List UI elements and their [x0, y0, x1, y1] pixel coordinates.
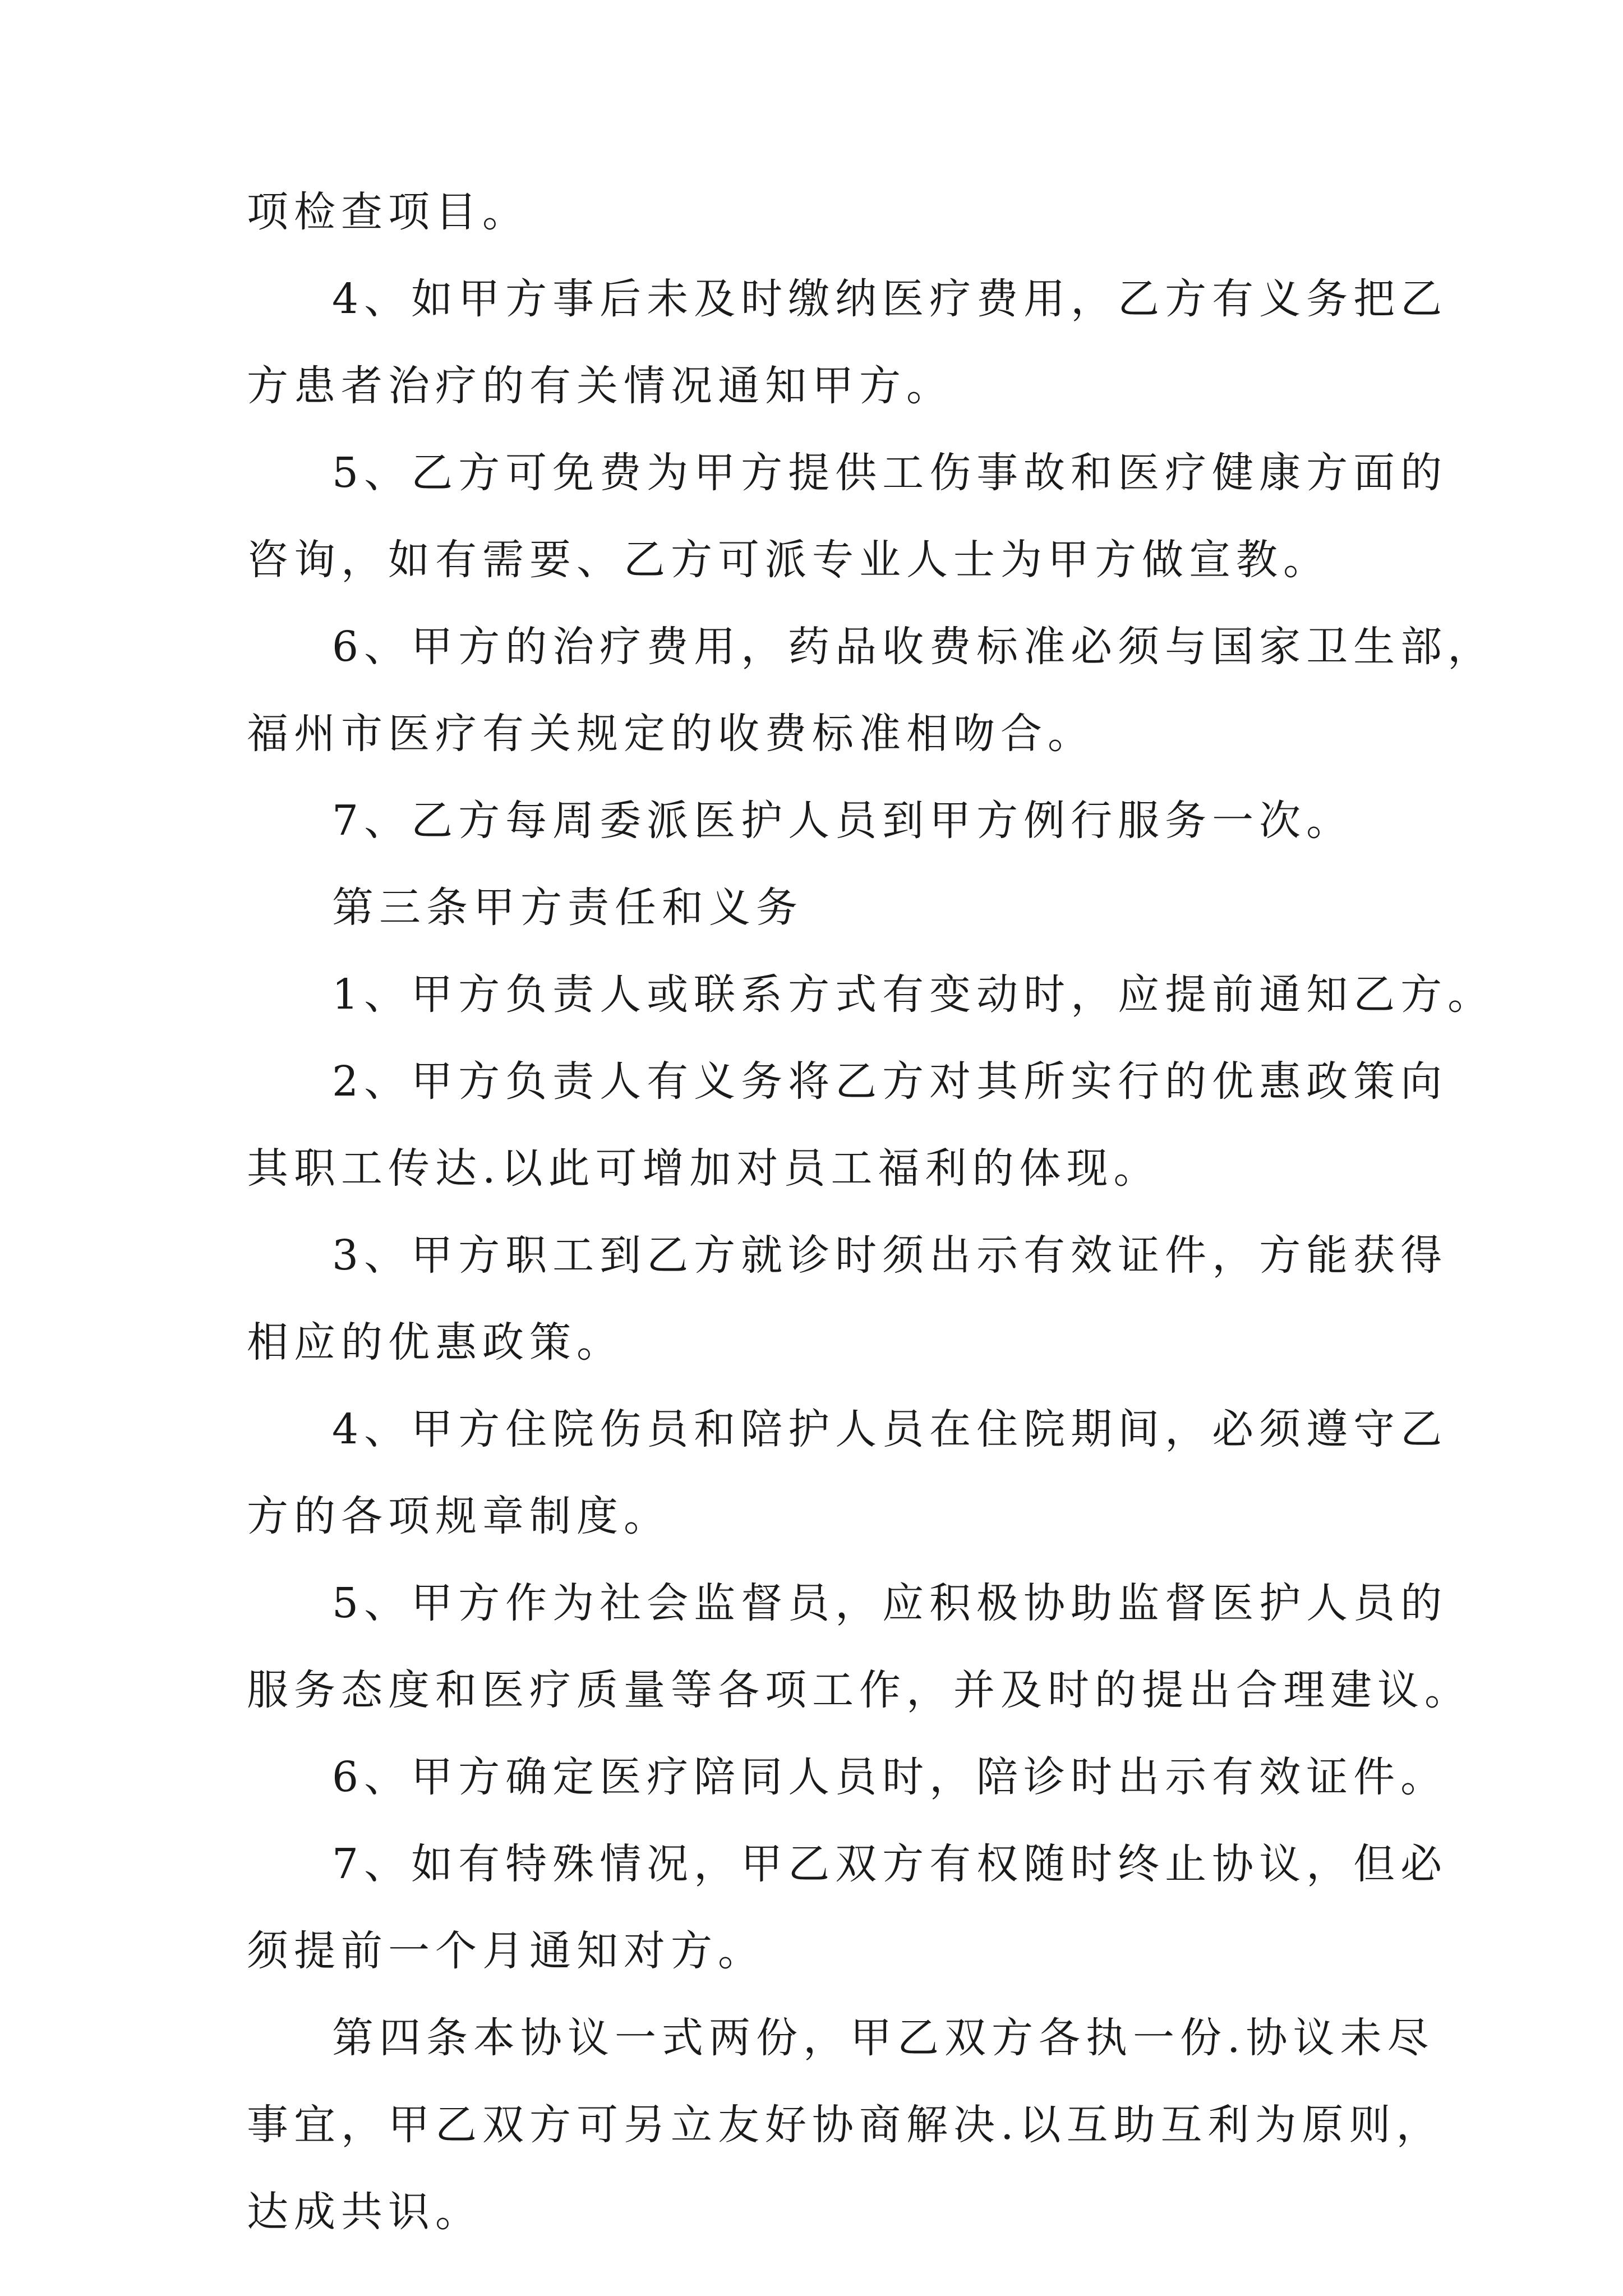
text-line: 相应的优惠政策。: [247, 1318, 624, 1366]
text-line: 3、甲方职工到乙方就诊时须出示有效证件，方能获得: [332, 1231, 1448, 1280]
text-line: 7、如有特殊情况，甲乙双方有权随时终止协议，但必: [332, 1840, 1448, 1888]
text-line: 须提前一个月通知对方。: [247, 1927, 765, 1975]
text-line: 达成共识。: [247, 2188, 482, 2236]
text-line: 方患者治疗的有关情况通知甲方。: [247, 362, 953, 410]
text-line: 方的各项规章制度。: [247, 1492, 671, 1540]
text-line: 5、乙方可免费为甲方提供工伤事故和医疗健康方面的: [332, 449, 1448, 497]
text-line: 5、甲方作为社会监督员，应积极协助监督医护人员的: [332, 1579, 1448, 1627]
section-heading: 第三条甲方责任和义务: [332, 884, 803, 932]
text-line: 4、如甲方事后未及时缴纳医疗费用，乙方有义务把乙: [332, 275, 1448, 323]
text-line: 其职工传达.以此可增加对员工福利的体现。: [247, 1144, 1161, 1193]
document-body: [247, 188, 1495, 2277]
text-line: 项检查项目。: [247, 188, 529, 236]
text-line: 2、甲方负责人有义务将乙方对其所实行的优惠政策向: [332, 1057, 1448, 1106]
text-line: 服务态度和医疗质量等各项工作，并及时的提出合理建议。: [247, 1666, 1472, 1714]
text-line: 事宜，甲乙双方可另立友好协商解决.以互助互利为原则，: [247, 2101, 1444, 2149]
section-heading: 第四条本协议一式两份，甲乙双方各执一份.协议未尽: [332, 2014, 1435, 2062]
text-line: 7、乙方每周委派医护人员到甲方例行服务一次。: [332, 797, 1354, 845]
text-line: 福州市医疗有关规定的收费标准相吻合。: [247, 710, 1095, 758]
text-line: 4、甲方住院伤员和陪护人员在住院期间，必须遵守乙: [332, 1405, 1448, 1453]
text-line: 6、甲方确定医疗陪同人员时，陪诊时出示有效证件。: [332, 1753, 1448, 1801]
text-line: 咨询，如有需要、乙方可派专业人士为甲方做宣教。: [247, 536, 1330, 584]
text-line: 1、甲方负责人或联系方式有变动时，应提前通知乙方。: [332, 970, 1495, 1019]
text-line: 6、甲方的治疗费用，药品收费标准必须与国家卫生部，: [332, 623, 1495, 671]
